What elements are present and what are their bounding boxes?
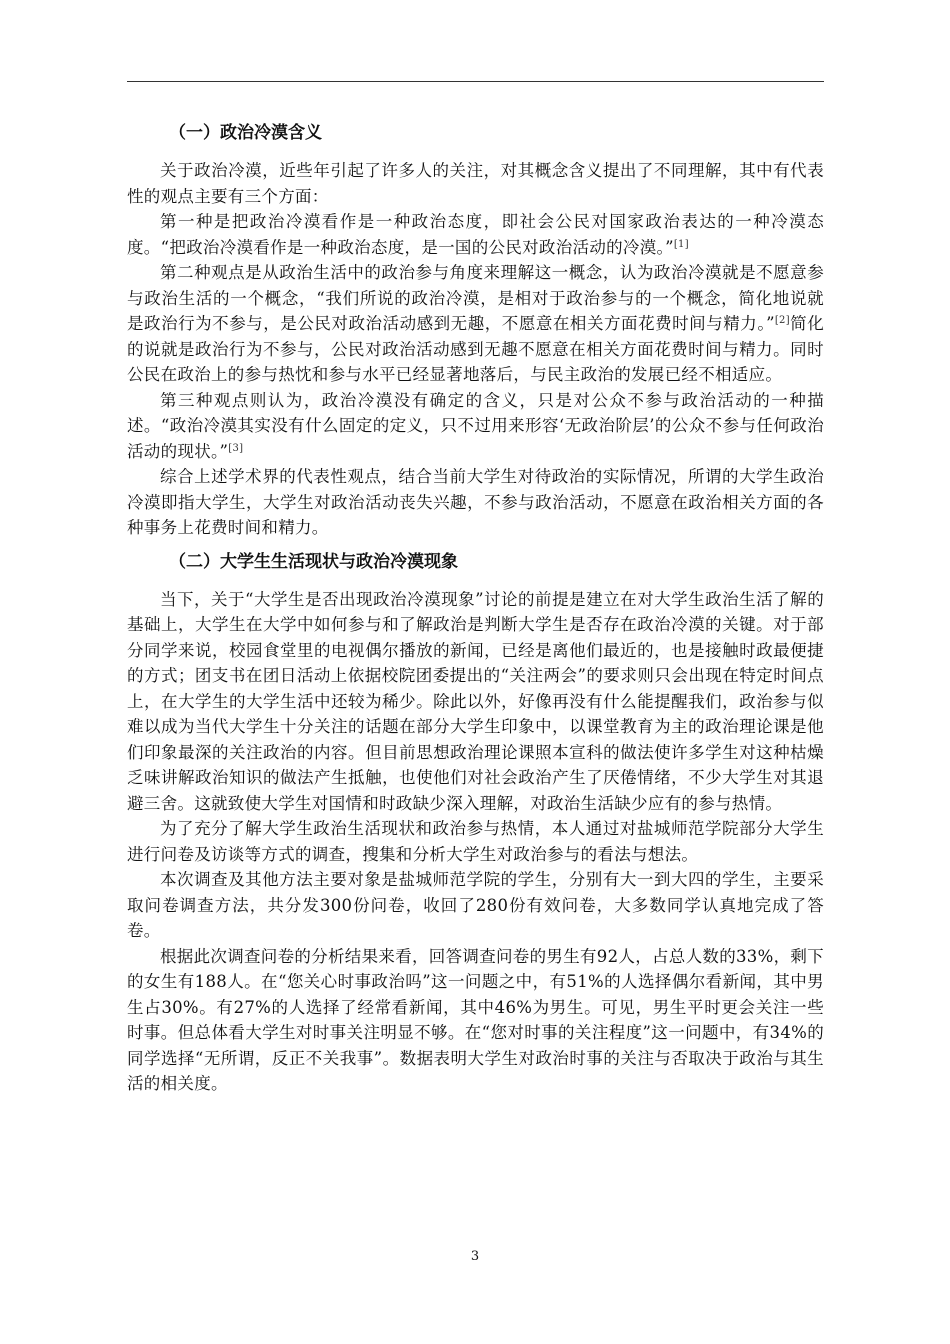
citation-ref: [3] [228,442,244,454]
paragraph-text: 第二种观点是从政治生活中的政治参与角度来理解这一概念，认为政治冷漠就是不愿意参与政治生活的一个概念，“我们所说的政治冷漠，是相对于政治参与的一个概念，简化地说就是政治行为不参与，是公民对政治活动感到无趣，不愿意在相关方面花费时间与精力。” [127,263,824,333]
paragraph: 当下，关于“大学生是否出现政治冷漠现象”讨论的前提是建立在对大学生政治生活了解的基础上，大学生在大学中如何参与和了解政治是判断大学生是否存在政治冷漠的关键。对于部分同学来说，校园食堂里的电视偶尔播放的新闻，已经是离他们最近的，也是接触时政最便捷的方式；团支书在团日活动上依据校院团委提出的“关注两会”的要求则只会出现在特定时间点上，在大学生的大学生活中还较为稀少。除此以外，好像再没有什么能提醒我们，政治参与似难以成为当代大学生十分关注的话题在部分大学生印象中，以课堂教育为主的政治理论课是他们印象最深的关注政治的内容。但目前思想政治理论课照本宣科的做法使许多学生对这种枯燥乏味讲解政治知识的做法产生抵触，也使他们对社会政治产生了厌倦情绪，不少大学生对其退避三舍。这就致使大学生对国情和时政缺少深入理解，对政治生活缺少应有的参与热情。 [127,589,824,813]
paragraph: 根据此次调查问卷的分析结果来看，回答调查问卷的男生有92人，占总人数的33%，剩下的女生有188人。在“您关心时事政治吗”这一问题之中，有51%的人选择偶尔看新闻，其中男生占30%。有27%的人选择了经常看新闻，其中46%为男生。可见，男生平时更会关注一些时事。但总体看大学生对时事关注明显不够。在“您对时事的关注程度”这一问题中，有34%的同学选择“无所谓，反正不关我事”。数据表明大学生对政治时事的关注与否取决于政治与其生活的相关度。 [127,946,824,1093]
paragraph-text: 第三种观点则认为，政治冷漠没有确定的含义，只是对公众不参与政治活动的一种描述。“政治冷漠其实没有什么固定的定义，只不过用来形容‘无政治阶层’的公众不参与任何政治活动的现状。” [127,390,824,461]
paragraph [127,260,824,388]
page-number: 3 [470,1249,480,1264]
citation-ref: [2] [774,315,790,326]
paragraph-text: 第一种是把政治冷漠看作是一种政治态度，即社会公民对国家政治表达的一种冷漠态度。“把政治冷漠看作是一种政治态度，是一国的公民对政治活动的冷漠。” [127,212,824,257]
paragraph: 综合上述学术界的代表性观点，结合当前大学生对待政治的实际情况，所谓的大学生政治冷漠即指大学生，大学生对政治活动丧失兴趣，不参与政治活动，不愿意在政治相关方面的各种事务上花费时间和精力。 [127,467,824,537]
section-heading-1: （一）政治冷漠含义 [169,123,322,143]
paragraph [127,209,824,260]
paragraph: 为了充分了解大学生政治生活现状和政治参与热情，本人通过对盐城师范学院部分大学生进行问卷及访谈等方式的调查，搜集和分析大学生对政治参与的看法与想法。 [127,819,824,864]
paragraph: 关于政治冷漠，近些年引起了许多人的关注，对其概念含义提出了不同理解，其中有代表性的观点主要有三个方面： [127,161,824,206]
document-body [127,118,824,1097]
paragraph: 本次调查及其他方法主要对象是盐城师范学院的学生，分别有大一到大四的学生，主要采取问卷调查方法，共分发300份问卷，收回了280份有效问卷，大多数同学认真地完成了答卷。 [127,870,824,940]
citation-ref: [1] [673,238,689,250]
header-rule [127,81,824,82]
paragraph [127,388,824,465]
section-heading-2: （二）大学生生活现状与政治冷漠现象 [169,551,458,572]
paragraph-text: 简化的说就是政治行为不参与，公民对政治活动感到无趣不愿意在相关方面花费时间与精力。同时公民在政治上的参与热忱和参与水平已经显著地落后，与民主政治的发展已经不相适应。 [127,314,824,384]
